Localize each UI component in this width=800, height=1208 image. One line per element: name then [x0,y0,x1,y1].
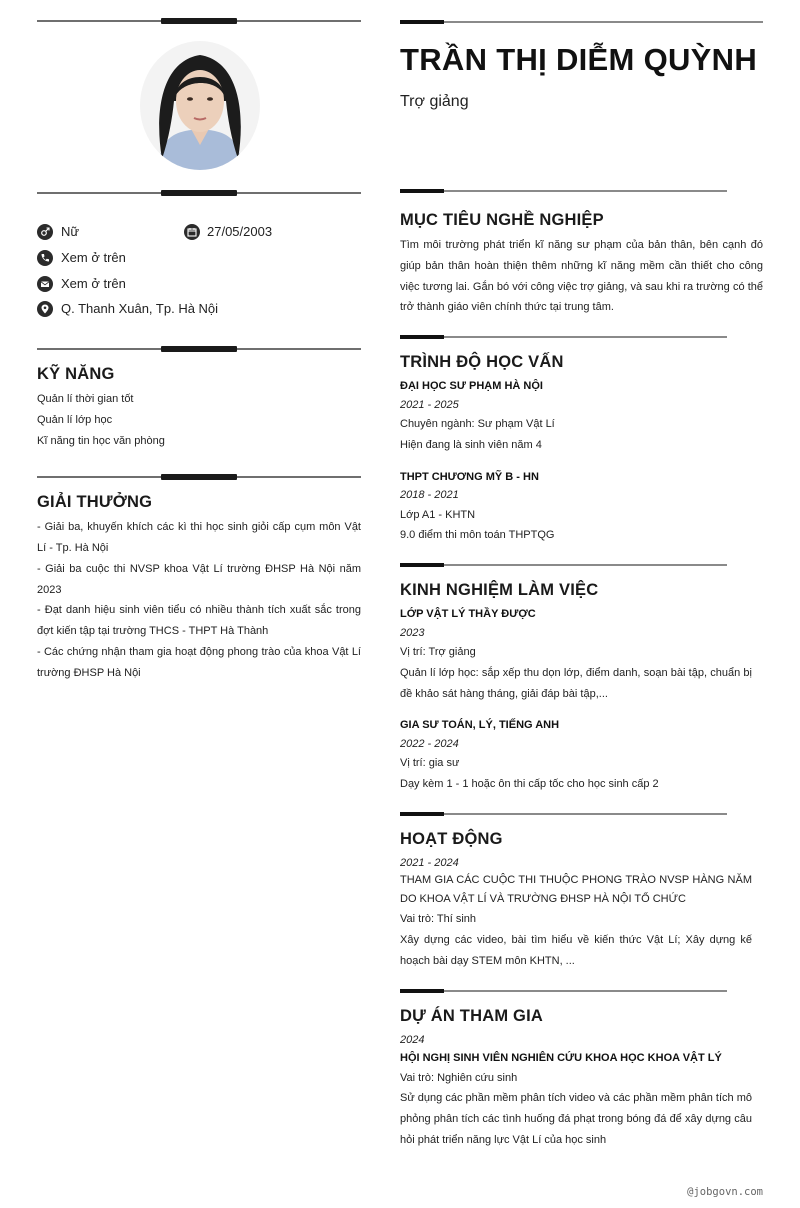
candidate-role: Trợ giảng [400,93,469,110]
divider [400,563,727,567]
watermark-text: @jobgovn.com [687,1186,763,1198]
divider [400,989,727,993]
education-detail: 9.0 điểm thi môn toán THPTQG [400,529,555,541]
project-name: HỘI NGHỊ SINH VIÊN NGHIÊN CỨU KHOA HỌC KHOA VẬT LÝ [400,1052,722,1064]
experience-description: Quản lí lớp học: sắp xếp thu dọn lớp, điểm danh, soạn bài tập, chuẩn bị đề khảo sát hàng tháng, giải đáp bài tập,... [400,667,752,700]
divider [37,346,361,352]
skill-item: Quản lí thời gian tốt [37,393,134,405]
email-icon [37,276,53,292]
experience-date: 2022 - 2024 [400,738,459,750]
email-text: Xem ở trên [61,276,126,291]
phone-text: Xem ở trên [61,250,126,265]
divider [37,474,361,480]
awards-heading: GIẢI THƯỞNG [37,493,153,511]
gender-icon [37,224,53,240]
experience-heading: KINH NGHIỆM LÀM VIỆC [400,581,599,599]
experience-position: Vị trí: Trợ giảng [400,646,476,658]
education-date: 2018 - 2021 [400,489,459,501]
award-item: - Đạt danh hiệu sinh viên tiểu có nhiều thành tích xuất sắc trong đợt kiến tập tại trường THCS - THPT Hà Thành [37,604,361,637]
experience-company: GIA SƯ TOÁN, LÝ, TIẾNG ANH [400,719,560,731]
experience-position: Vị trí: gia sư [400,757,460,769]
skills-heading: KỸ NĂNG [37,365,115,383]
candidate-name: TRẦN THỊ DIỄM QUỲNH [400,42,758,77]
divider [37,190,361,196]
calendar-icon [184,224,200,240]
experience-company: LỚP VẬT LÝ THẦY ĐƯỢC [400,608,536,620]
address-text: Q. Thanh Xuân, Tp. Hà Nội [61,301,219,316]
experience-date: 2023 [400,627,425,639]
location-pin-icon [37,301,53,317]
divider [400,812,727,816]
project-date: 2024 [400,1034,425,1046]
divider [400,335,727,339]
project-description: Sử dụng các phần mềm phân tích video và các phần mềm phân tích mô phỏng phân tích các tình huống đá phạt trong bóng đá để xây dựng câu hỏi phát triển năng lực Vật Lí của học sinh [400,1092,752,1146]
objective-text: Tìm môi trường phát triển kĩ năng sư phạm của bản thân, bên cạnh đó giúp bản thân hoàn thiện thêm những kĩ năng mềm cần thiết cho công việc tương lai. Gắn bó với công việc trợ giảng, và sau khi ra trường có thể trở thành giáo viên chính thức tại trung tâm. [400,239,763,314]
objective-heading: MỤC TIÊU NGHỀ NGHIỆP [400,211,604,229]
profile-photo [140,41,260,170]
education-school: THPT CHƯƠNG MỸ B - HN [400,471,539,483]
education-detail: Hiện đang là sinh viên năm 4 [400,439,542,451]
experience-description: Dạy kèm 1 - 1 hoặc ôn thi cấp tốc cho học sinh cấp 2 [400,778,659,790]
activities-heading: HOẠT ĐỘNG [400,830,503,848]
project-role: Vai trò: Nghiên cứu sinh [400,1072,518,1084]
phone-icon [37,250,53,266]
skill-item: Kĩ năng tin học văn phòng [37,435,165,447]
activity-role: Vai trò: Thí sinh [400,913,477,925]
activity-name: THAM GIA CÁC CUỘC THI THUỘC PHONG TRÀO NVSP HÀNG NĂM DO KHOA VẬT LÍ VÀ TRƯỜNG ĐHSP HÀ NỘI TỔ CHỨC [400,874,752,905]
divider [400,20,763,24]
divider [400,189,727,193]
education-detail: Lớp A1 - KHTN [400,509,476,521]
education-heading: TRÌNH ĐỘ HỌC VẤN [400,353,564,371]
gender-text: Nữ [61,224,80,239]
projects-heading: DỰ ÁN THAM GIA [400,1007,543,1025]
birthday-text: 27/05/2003 [207,224,273,239]
education-detail: Chuyên ngành: Sư phạm Vật Lí [400,418,555,430]
activity-date: 2021 - 2024 [400,857,459,869]
award-item: - Các chứng nhận tham gia hoạt động phong trào của khoa Vật Lí trường ĐHSP Hà Nội [37,646,361,679]
activity-description: Xây dựng các video, bài tìm hiểu về kiến thức Vật Lí; Xây dựng kế hoạch bài dạy STEM môn KHTN, ... [400,934,752,967]
education-date: 2021 - 2025 [400,399,459,411]
award-item: - Giải ba, khuyến khích các kì thi học sinh giỏi cấp cụm môn Vật Lí - Tp. Hà Nội [37,521,361,554]
divider [37,18,361,24]
education-school: ĐẠI HỌC SƯ PHẠM HÀ NỘI [400,380,543,392]
skill-item: Quản lí lớp học [37,414,113,426]
award-item: - Giải ba cuộc thi NVSP khoa Vật Lí trường ĐHSP Hà Nội năm 2023 [37,563,361,596]
